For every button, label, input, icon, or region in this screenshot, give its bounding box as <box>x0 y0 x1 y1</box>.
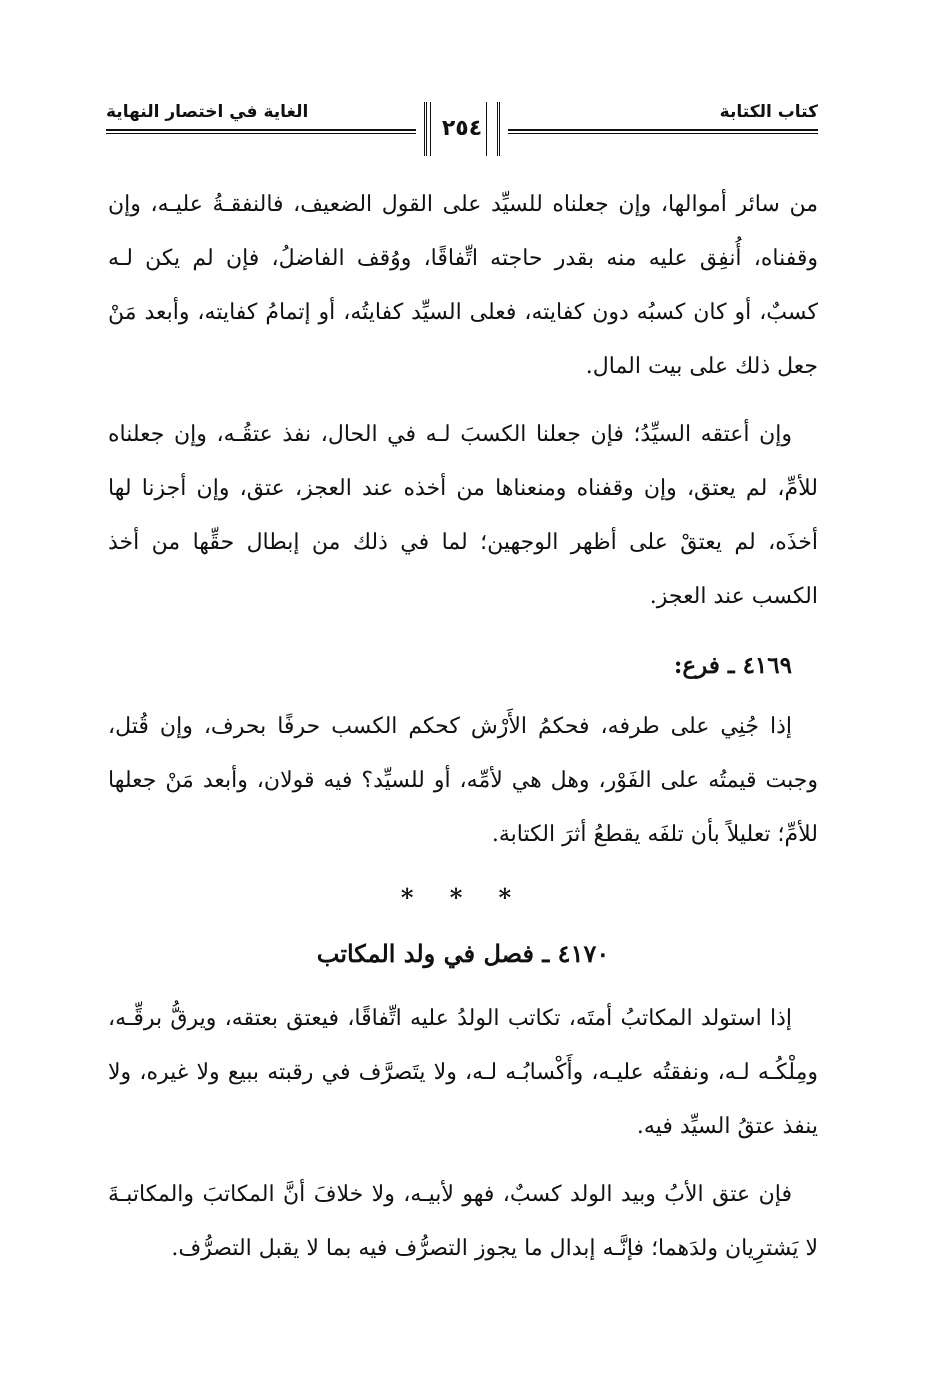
header-rule-left <box>106 129 416 131</box>
page-number: ٢٥٤ <box>441 116 483 141</box>
header-rule-right-thin <box>508 133 818 134</box>
paragraph-2: وإن أعتقه السيِّدُ؛ فإن جعلنا الكسبَ لـه في الحال، نفذ عتقُـه، وإن جعلناه للأمِّ، لم يعتق، وإن وقفناه ومنعناها من أخذه عند العجز، عتق، وإن أجزنا لها أخذَه، لم يعتقْ على أظهر الوجهين؛ لما في ذلك من إبطال حقِّها من أخذ الكسب عند العجز. <box>108 422 818 609</box>
chapter-title: كتاب الكتابة <box>719 102 818 122</box>
section-heading: ٤١٧٠ ـ فصل في ولد المكاتب <box>316 939 610 968</box>
paragraph-5: فإن عتق الأبُ وبيد الولد كسبٌ، فهو لأبيـه، ولا خلافَ أنَّ المكاتبَ والمكاتبـةَ لا يَشترِيان ولدَهما؛ فإنَّـه إبدال ما يجوز التصرُّف فيه بما لا يقبل التصرُّف. <box>108 1182 818 1261</box>
branch-heading: ٤١٦٩ ـ فرع: <box>673 652 792 679</box>
page-number-frame <box>424 102 500 156</box>
paragraph-3: إذا جُنِي على طرفه، فحكمُ الأَرْش كحكم الكسب حرفًا بحرف، وإن قُتل، وجبت قيمتُه على الفَوْر، وهل هي لأمِّه، أو للسيِّد؟ فيه قولان، وأبعد مَنْ جعلها للأمِّ؛ تعليلاً بأن تلفَه يقطعُ أثرَ الكتابة. <box>108 714 818 847</box>
running-header <box>106 96 818 166</box>
header-rule-right <box>508 129 818 131</box>
paragraph-4: إذا استولد المكاتبُ أمتَه، تكاتب الولدُ عليه اتِّفاقًا، فيعتق بعتقه، ويرقُّ برقِّـه، ومِلْكُـه لـه، ونفقتُه عليـه، وأَكْسابُـه لـه، ولا يتَصرَّف في رقبته ببيع ولا غيره، ولا ينفذ عتقُ السيِّد فيه. <box>108 1006 818 1139</box>
header-rule-left-thin <box>106 133 416 134</box>
book-title: الغاية في اختصار النهاية <box>106 102 309 122</box>
paragraph-1: من سائر أموالها، وإن جعلناه للسيِّد على القول الضعيف، فالنفقـةُ عليـه، وإن وقفناه، أُنفِق عليه منه بقدر حاجته اتِّفاقًا، ووُقف الفاضلُ، فإن لم يكن لـه كسبٌ، أو كان كسبُه دون كفايته، فعلى السيِّد كفايتُه، أو إتمامُ كفايته، وأبعد مَنْ جعل ذلك على بيت المال. <box>108 192 818 379</box>
page-body <box>108 178 818 1290</box>
section-separator: * * * <box>400 883 526 912</box>
